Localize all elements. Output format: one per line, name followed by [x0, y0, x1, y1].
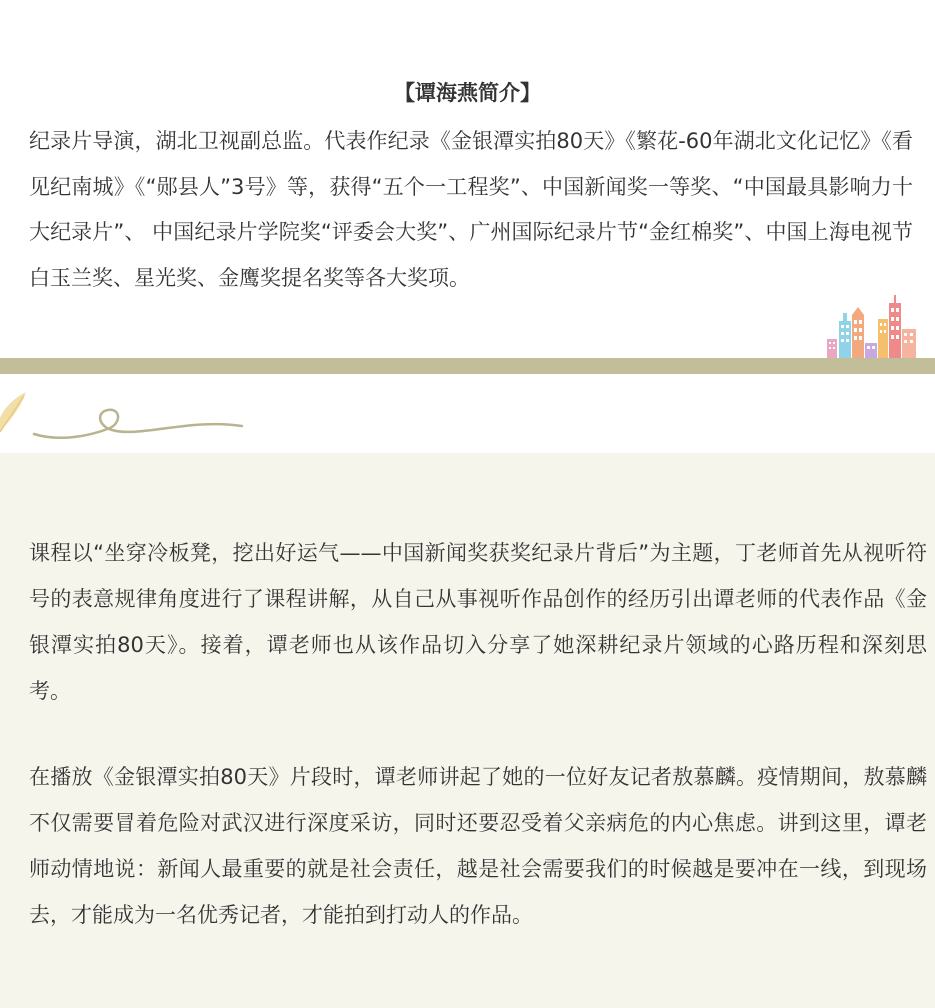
article-paragraph: 在播放《金银潭实拍80天》片段时，谭老师讲起了她的一位好友记者敖慕麟。疫情期间，敖慕麟不仅需要冒着危险对武汉进行深度采访，同时还要忍受着父亲病危的内心焦虑。讲到这里，谭老师动情地说：新闻人最重要的就是社会责任，越是社会需要我们的时候越是要冲在一线，到现场去，才能成为一名优秀记者，才能拍到打动人的作品。 [29, 765, 927, 927]
intro-title: 【谭海燕简介】 [394, 81, 541, 105]
city-skyline-icon [825, 295, 920, 359]
article-paragraph: 课程以“坐穿冷板凳，挖出好运气——中国新闻奖获奖纪录片背后”为主题，丁老师首先从视听符号的表意规律角度进行了课程讲解，从自己从事视听作品创作的经历引出谭老师的代表作品《金银潭实拍80天》。接着，谭老师也从该作品切入分享了她深耕纪录片领域的心路历程和深刻思考。 [29, 541, 927, 703]
ornament-area [0, 374, 935, 453]
article-section [0, 453, 935, 1008]
intro-body: 纪录片导演，湖北卫视副总监。代表作纪录《金银潭实拍80天》《繁花-60年湖北文化记忆》《看见纪南城》《“郧县人”3号》等，获得“五个一工程奖”、中国新闻奖一等奖、“中国最具影响力十大纪录片”、 中国纪录片学院奖“评委会大奖”、广州国际纪录片节“金红棉奖”、中国上海电视节白玉兰奖、星光奖、金鹰奖提名奖等各大奖项。 [29, 129, 913, 290]
intro-section [0, 0, 935, 358]
leaf-icon [0, 388, 30, 434]
section-divider [0, 358, 935, 374]
swirl-ornament-icon [30, 404, 245, 444]
